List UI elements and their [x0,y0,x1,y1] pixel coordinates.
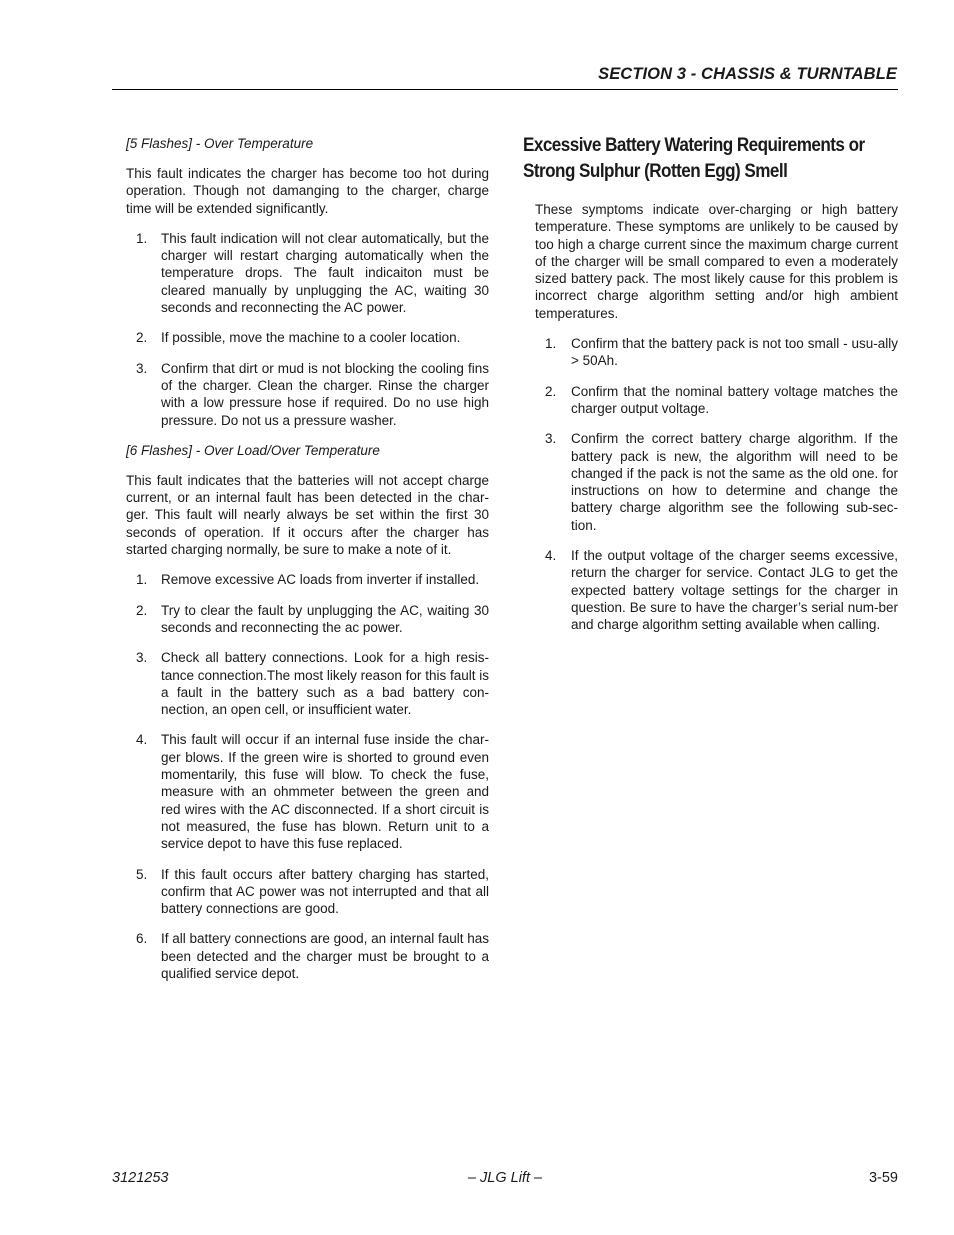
step-number: 3. [545,431,557,447]
list-item [535,430,898,534]
step-text: This fault indication will not clear automatically, but the charger will restart charging automatically when the temperature drops. The fault indicaiton must be cleared manually by unplugging the AC, waiting 30 seconds and reconnecting the AC power. [161,230,489,316]
step-number: 5. [136,866,148,882]
right-body [523,201,898,634]
six-flashes-heading: [6 Flashes] - Over Load/Over Temperature [126,442,380,458]
document-number: 3121253 [112,1170,169,1186]
list-item [126,866,489,918]
five-flashes-steps [126,230,489,429]
six-flashes-steps [126,571,489,982]
section-heading: Excessive Battery Watering Requirements or Strong Sulphur (Rotten Egg) Smell [523,135,865,182]
step-text: Confirm that dirt or mud is not blocking the cooling fins of the charger. Clean the charger. Rinse the charger with a low pressure hose if required. Do no use high pressure. Do not us a pressure washer. [161,360,489,428]
step-number: 3. [136,650,148,666]
list-item [535,383,898,418]
footer-brand: – JLG Lift – [467,1170,543,1186]
step-text: Remove excessive AC loads from inverter if installed. [161,572,480,588]
list-item [126,360,489,429]
list-item [126,602,489,637]
step-number: 2. [136,602,148,618]
six-flashes-intro: This fault indicates that the batteries will not accept charge current, or an internal fault has been detected in the char-ger. This fault will nearly always be set within the first 30 seconds of operation. If it occurs after the charger has started charging normally, be sure to make a note of it. [126,472,489,558]
step-number: 2. [545,383,557,399]
right-column [523,133,898,647]
step-text: If possible, move the machine to a cooler location. [161,330,461,346]
list-item [535,335,898,370]
five-flashes-intro: This fault indicates the charger has become too hot during operation. Though not damanging to the charger, charge time will be extended significantly. [126,166,489,216]
step-text: If this fault occurs after battery charging has started, confirm that AC power was not interrupted and that all battery connections are good. [161,866,489,917]
page-number: 3-59 [868,1170,898,1186]
step-number: 1. [136,572,148,588]
step-text: If the output voltage of the charger seems excessive, return the charger for service. Contact JLG to get the expected battery voltage settings for the charger in question. Be sure to have the charger’s serial num-ber and charge algorithm setting available when calling. [571,548,898,633]
list-item [126,329,489,346]
step-text: Try to clear the fault by unplugging the AC, waiting 30 seconds and reconnecting the ac power. [161,602,489,635]
step-text: This fault will occur if an internal fuse inside the char-ger blows. If the green wire is shorted to ground even momentarily, this fuse will blow. To check the fuse, measure with an ohmmeter between the green and red wires with the AC disconnected. If a short circuit is not measured, the fuse has blown. Return unit to a service depot to have this fuse replaced. [161,732,489,852]
step-text: If all battery connections are good, an internal fault has been detected and the charger must be brought to a qualified service depot. [161,931,489,981]
step-number: 4. [545,548,557,564]
list-item [126,571,489,588]
step-text: Confirm that the nominal battery voltage matches the charger output voltage. [571,383,898,416]
list-item [535,547,898,633]
right-intro: These symptoms indicate over-charging or high battery temperature. These symptoms are unlikely to be caused by too high a charge current since the maximum charge current of the charger will be small compared to even a moderately sized battery pack. The most likely cause for this problem is incorrect charge algorithm setting and/or high ambient temperatures. [535,202,898,321]
step-text: Confirm that the battery pack is not too small - usu-ally > 50Ah. [571,336,898,369]
list-item [126,230,489,316]
left-column [126,135,489,995]
five-flashes-heading: [5 Flashes] - Over Temperature [126,136,314,151]
step-text: Confirm the correct battery charge algorithm. If the battery pack is new, the algorithm will need to be changed if the pack is not the same as the old one. for instructions on how to determine and change the battery charge algorithm see the following sub-sec-tion. [571,431,898,533]
step-text: Check all battery connections. Look for a high resis-tance connection.The most likely reason for this fault is a fault in the battery such as a bad battery con-nection, an open cell, or insufficient water. [161,650,489,718]
step-number: 3. [136,360,148,376]
step-number: 6. [136,931,148,947]
list-item [126,649,489,718]
header-divider [112,89,898,90]
step-number: 1. [136,230,148,246]
section-title: SECTION 3 - CHASSIS & TURNTABLE [598,65,897,83]
list-item [126,930,489,982]
right-steps [535,335,898,633]
step-number: 4. [136,732,148,748]
step-number: 2. [136,330,148,346]
step-number: 1. [545,336,557,352]
list-item [126,731,489,852]
